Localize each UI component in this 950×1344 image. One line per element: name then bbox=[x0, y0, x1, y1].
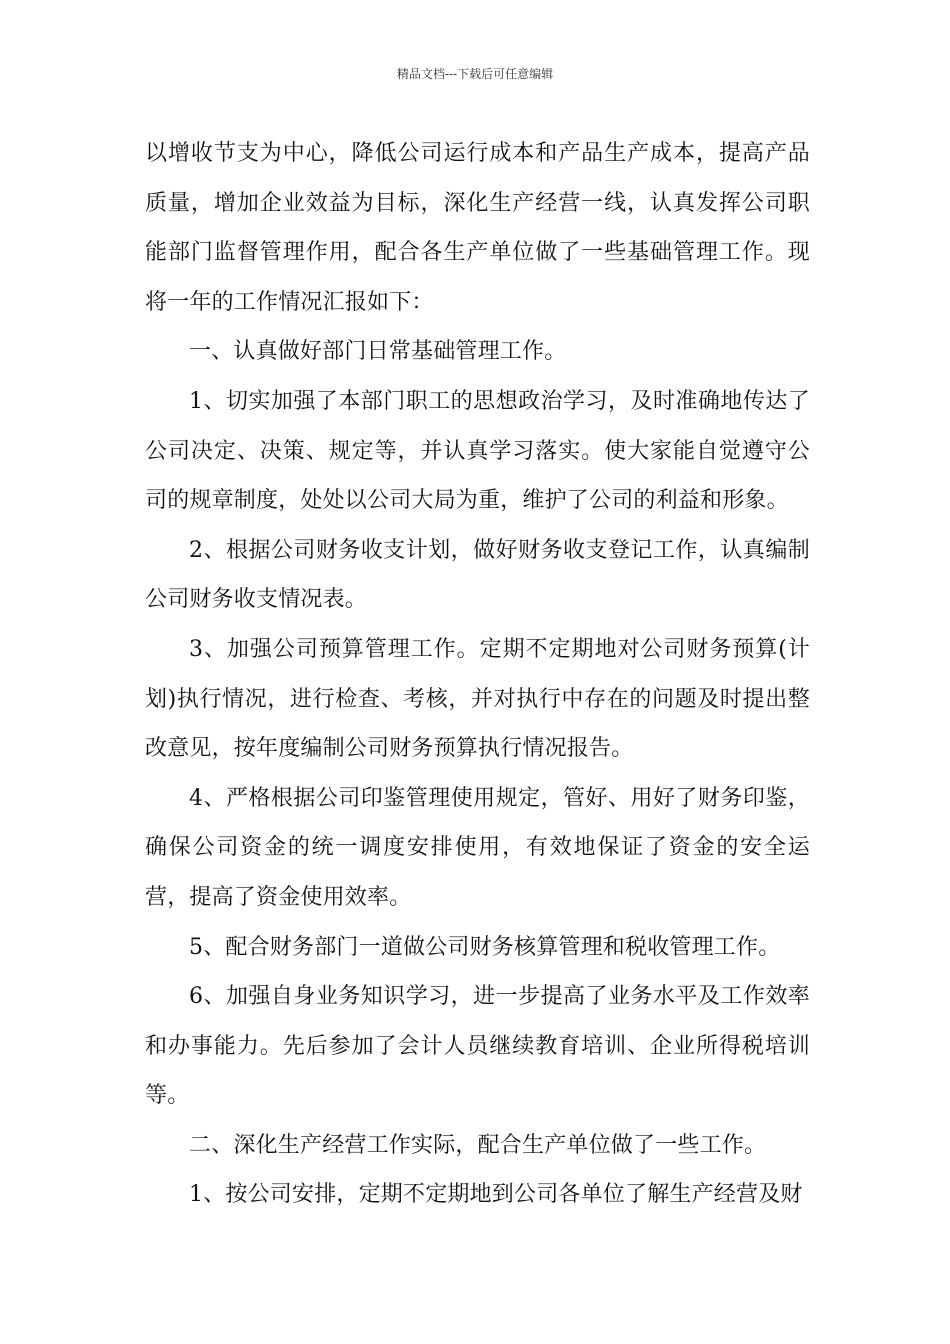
page-header: 精品文档---下载后可任意编辑 bbox=[396, 67, 554, 81]
document-body bbox=[145, 129, 810, 1220]
paragraph-intro: 以增收节支为中心，降低公司运行成本和产品生产成本，提高产品质量，增加企业效益为目标，深化生产经营一线，认真发挥公司职能部门监督管理作用，配合各生产单位做了一些基础管理工作。现将一年的工作情况汇报如下： bbox=[145, 141, 810, 315]
section-heading-2: 二、深化生产经营工作实际，配合生产单位做了一些工作。 bbox=[189, 1132, 767, 1158]
paragraph-item-1-2: 2、根据公司财务收支计划，做好财务收支登记工作，认真编制公司财务收支情况表。 bbox=[145, 537, 810, 613]
paragraph-item-1-5: 5、配合财务部门一道做公司财务核算管理和税收管理工作。 bbox=[189, 934, 781, 960]
paragraph-item-2-1: 1、按公司安排，定期不定期地到公司各单位了解生产经营及财 bbox=[189, 1182, 803, 1208]
section-heading-1: 一、认真做好部门日常基础管理工作。 bbox=[189, 339, 567, 365]
paragraph-item-1-3: 3、加强公司预算管理工作。定期不定期地对公司财务预算(计划)执行情况，进行检查、考核，并对执行中存在的问题及时提出整改意见，按年度编制公司财务预算执行情况报告。 bbox=[145, 636, 810, 762]
paragraph-item-1-1: 1、切实加强了本部门职工的思想政治学习，及时准确地传达了公司决定、决策、规定等，并认真学习落实。使大家能自觉遵守公司的规章制度，处处以公司大局为重，维护了公司的利益和形象。 bbox=[145, 388, 810, 514]
paragraph-item-1-6: 6、加强自身业务知识学习，进一步提高了业务水平及工作效率和办事能力。先后参加了会计人员继续教育培训、企业所得税培训等。 bbox=[145, 984, 810, 1109]
paragraph-item-1-4: 4、严格根据公司印鉴管理使用规定，管好、用好了财务印鉴，确保公司资金的统一调度安排使用，有效地保证了资金的安全运营，提高了资金使用效率。 bbox=[145, 785, 810, 910]
